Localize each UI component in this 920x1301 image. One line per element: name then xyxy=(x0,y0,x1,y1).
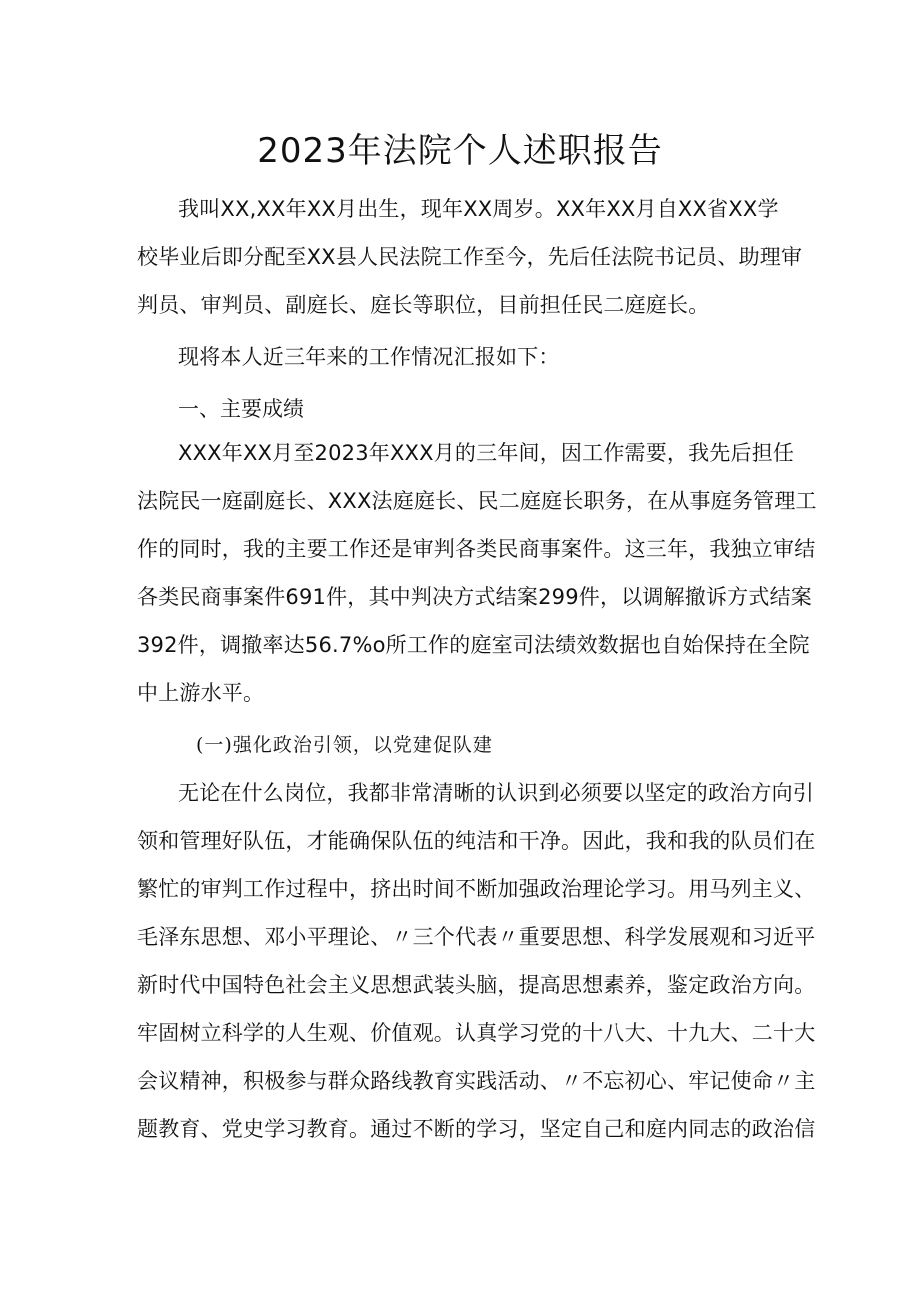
intro-line-1: 我叫XX,XX年XX月出生，现年XX周岁。XX年XX月自XX省XX学 xyxy=(178,197,779,221)
report-intro-line: 现将本人近三年来的工作情况汇报如下： xyxy=(178,345,560,369)
section-1-line-6: 中上游水平。 xyxy=(137,681,265,705)
intro-line-3: 判员、审判员、副庭长、庭长等职位，目前担任民二庭庭长。 xyxy=(137,293,710,317)
section-1-line-3: 作的同时，我的主要工作还是审判各类民商事案件。这三年，我独立审结 xyxy=(137,537,816,561)
subsection-1-line-5: 新时代中国特色社会主义思想武装头脑，提高思想素养，鉴定政治方向。 xyxy=(137,973,816,997)
section-1-heading: 一、主要成绩 xyxy=(178,397,304,421)
subsection-1-line-7: 会议精神，积极参与群众路线教育实践活动、〃不忘初心、牢记使命〃主 xyxy=(137,1069,816,1093)
intro-line-2: 校毕业后即分配至XX县人民法院工作至今，先后任法院书记员、助理审 xyxy=(137,245,803,269)
section-1-line-2: 法院民一庭副庭长、XXX法庭庭长、民二庭庭长职务，在从事庭务管理工 xyxy=(137,489,817,513)
subsection-1-line-8: 题教育、党史学习教育。通过不断的学习，坚定自己和庭内同志的政治信 xyxy=(137,1117,816,1141)
subsection-1-heading: (一)强化政治引领，以党建促队建 xyxy=(196,734,493,756)
section-1-line-4: 各类民商事案件691件，其中判决方式结案299件，以调解撤诉方式结案 xyxy=(137,585,812,609)
subsection-1-line-4: 毛泽东思想、邓小平理论、〃三个代表〃重要思想、科学发展观和习近平 xyxy=(137,925,816,949)
document-title: 2023年法院个人述职报告 xyxy=(257,131,663,171)
subsection-1-line-2: 领和管理好队伍，才能确保队伍的纯洁和干净。因此，我和我的队员们在 xyxy=(137,829,816,853)
subsection-1-line-1: 无论在什么岗位，我都非常清晰的认识到必须要以坚定的政治方向引 xyxy=(178,781,814,805)
section-1-line-1: XXX年XX月至2023年XXX月的三年间，因工作需要，我先后担任 xyxy=(178,441,795,465)
subsection-1-line-6: 牢固树立科学的人生观、价值观。认真学习党的十八大、十九大、二十大 xyxy=(137,1021,816,1045)
section-1-line-5: 392件，调撤率达56.7%o所工作的庭室司法绩效数据也自始保持在全院 xyxy=(137,633,810,657)
subsection-1-line-3: 繁忙的审判工作过程中，挤出时间不断加强政治理论学习。用马列主义、 xyxy=(137,877,816,901)
